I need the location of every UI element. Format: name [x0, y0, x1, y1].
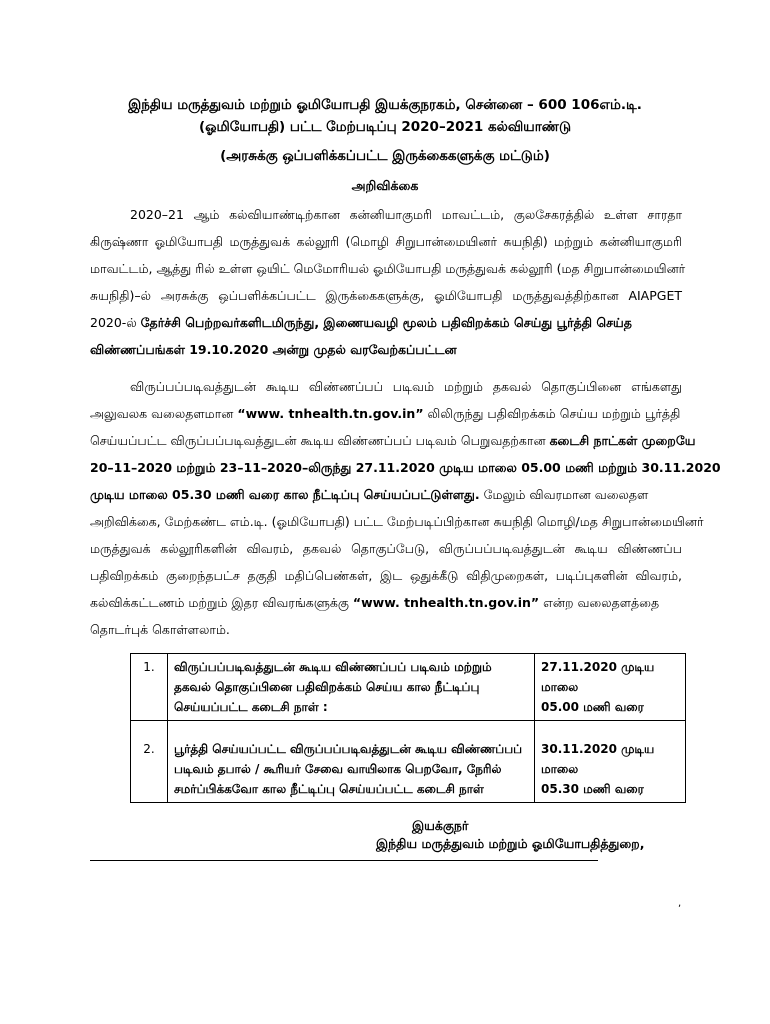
row-desc-line: சமர்ப்பிக்கவோ கால நீட்டிப்பு செய்யப்பட்ட கடைசி நாள் [174, 782, 484, 796]
para1-line-6: விண்ணப்பங்கள் 19.10.2020 அன்று முதல் வரவேற்கப்பட்டன [90, 342, 457, 357]
row-deadline-line: 30.11.2020 முடிய மாலை [541, 742, 655, 776]
table-row [131, 721, 686, 803]
table-row [131, 654, 686, 721]
para2-line-8: பதிவிறக்கம் குறைந்தபட்ச தகுதி மதிப்பெண்கள், இட ஒதுக்கீடு விதிமுறைகள், படிப்புகளின் விவரம், [90, 568, 682, 583]
row-deadline-line: 05.00 மணி வரை [541, 700, 644, 714]
row-description [168, 654, 535, 721]
para2-line-9-c: என்ற வலைதளத்தை [539, 595, 660, 610]
row-desc-line: தகவல் தொகுப்பினை பதிவிறக்கம் செய்ய கால நீட்டிப்பு [174, 680, 480, 694]
para1-line-4: சுயநிதி)–ல் அரசுக்கு ஒப்பளிக்கப்பட்ட இருக்கைகளுக்கு, ஓமியோபதி மருத்துவத்திற்கான AIAPGET [90, 288, 682, 303]
row-deadline-line: 05.30 மணி வரை [541, 782, 644, 796]
row-deadline [535, 721, 686, 803]
header-line-1: இந்திய மருத்துவம் மற்றும் ஓமியோபதி இயக்குநரகம், சென்னை – 600 106எம்.டி. [128, 97, 642, 113]
para2-line-6: அறிவிக்கை, மேற்கண்ட எம்.டி. (ஓமியோபதி) பட்ட மேற்படிப்பிற்கான சுயநிதி மொழி/மத சிறுபான்மையினர் [90, 514, 704, 529]
para2-line-10: தொடர்புக் கொள்ளலாம். [90, 622, 230, 637]
para2-line-5-bold: முடிய மாலை 05.30 மணி வரை கால நீட்டிப்பு செய்யப்பட்டுள்ளது. [90, 487, 480, 502]
para2-line-2-c: லிலிருந்து பதிவிறக்கம் செய்ய மற்றும் பூர்த்தி [423, 406, 681, 421]
para1-line-5 [90, 314, 632, 332]
para2-line-5 [90, 486, 648, 504]
row-deadline-line: 27.11.2020 முடிய மாலை [541, 660, 655, 694]
row-desc-line: படிவம் தபால் / கூரியர் சேவை வாயிலாக பெறவோ, நேரில் [174, 762, 502, 776]
para2-line-1: விருப்பப்படிவத்துடன் கூடிய விண்ணப்பப் படிவம் மற்றும் தகவல் தொகுப்பினை எங்களது [130, 379, 682, 394]
row-description [168, 721, 535, 803]
para1-line-2: கிருஷ்ணா ஓமியோபதி மருத்துவக் கல்லூரி (மொழி சிறுபான்மையினர் சுயநிதி) மற்றும் கன்னியாகுமரி [90, 234, 682, 249]
para2-line-5-rest: மேலும் விவரமான வலைதள [479, 487, 649, 502]
row-deadline [535, 654, 686, 721]
para2-line-3-a: செய்யப்பட்ட விருப்பப்படிவத்துடன் கூடிய விண்ணப்பப் படிவம் பெறுவதற்கான [90, 433, 550, 448]
row-desc-line: விருப்பப்படிவத்துடன் கூடிய விண்ணப்பப் படிவம் மற்றும் [174, 660, 492, 674]
para2-line-3 [90, 432, 695, 450]
para1-line-1: 2020–21 ஆம் கல்வியாண்டிற்கான கன்னியாகுமரி மாவட்டம், குலசேகரத்தில் உள்ள சாரதா [130, 207, 682, 222]
row-number: 1. [131, 654, 168, 721]
para2-line-2 [90, 405, 680, 423]
para2-line-9 [90, 594, 659, 612]
row-desc-line: செய்யப்பட்ட கடைசி நாள் : [174, 700, 328, 714]
para2-line-4: 20–11–2020 மற்றும் 23–11–2020–லிருந்து 27.11.2020 முடிய மாலை 05.00 மணி மற்றும் 30.11.2020 [90, 460, 721, 475]
header-line-3: (அரசுக்கு ஒப்பளிக்கப்பட்ட இருக்கைகளுக்கு மட்டும்) [220, 148, 550, 164]
signature-department: இந்திய மருத்துவம் மற்றும் ஓமியோபதித்துறை, [376, 836, 645, 851]
header-line-2: (ஓமியோபதி) பட்ட மேற்படிப்பு 2020–2021 கல்வியாண்டு [198, 119, 572, 135]
signature-title: இயக்குநர் [412, 818, 469, 833]
para1-line-3: மாவட்டம், ஆத்து ரில் உள்ள ஒயிட் மெமோரியல் ஓமியோபதி மருத்துவக் கல்லூரி (மத சிறுபான்மையினர் [90, 261, 686, 276]
deadline-table [130, 653, 686, 803]
para2-line-7: மருத்துவக் கல்லூரிகளின் விவரம், தகவல் தொகுப்பேடு, விருப்பப்படிவத்துடன் கூடிய விண்ணப்ப [90, 541, 682, 556]
divider-line [90, 860, 598, 861]
footer-mark: , [678, 898, 682, 909]
row-number: 2. [131, 721, 168, 803]
website-link-1[interactable]: “www. tnhealth.tn.gov.in” [237, 406, 424, 421]
website-link-2[interactable]: “www. tnhealth.tn.gov.in” [352, 595, 540, 610]
para2-line-9-a: கல்விக்கட்டணம் மற்றும் இதர விவரங்களுக்கு [90, 595, 353, 610]
para2-line-3-bold: கடைசி நாட்கள் முறையே [549, 433, 696, 448]
notice-title: அறிவிக்கை [351, 178, 419, 193]
para1-line-5-bold: தேர்ச்சி பெற்றவர்களிடமிருந்து, இணையவழி மூலம் பதிவிறக்கம் செய்து பூர்த்தி செய்த [140, 315, 632, 330]
para1-line-5-year: 2020-ல் [90, 315, 141, 330]
para2-line-2-a: அலுவலக வலைதளமான [90, 406, 238, 421]
row-desc-line: பூர்த்தி செய்யப்பட்ட விருப்பப்படிவத்துடன் கூடிய விண்ணப்பப் [174, 742, 523, 756]
